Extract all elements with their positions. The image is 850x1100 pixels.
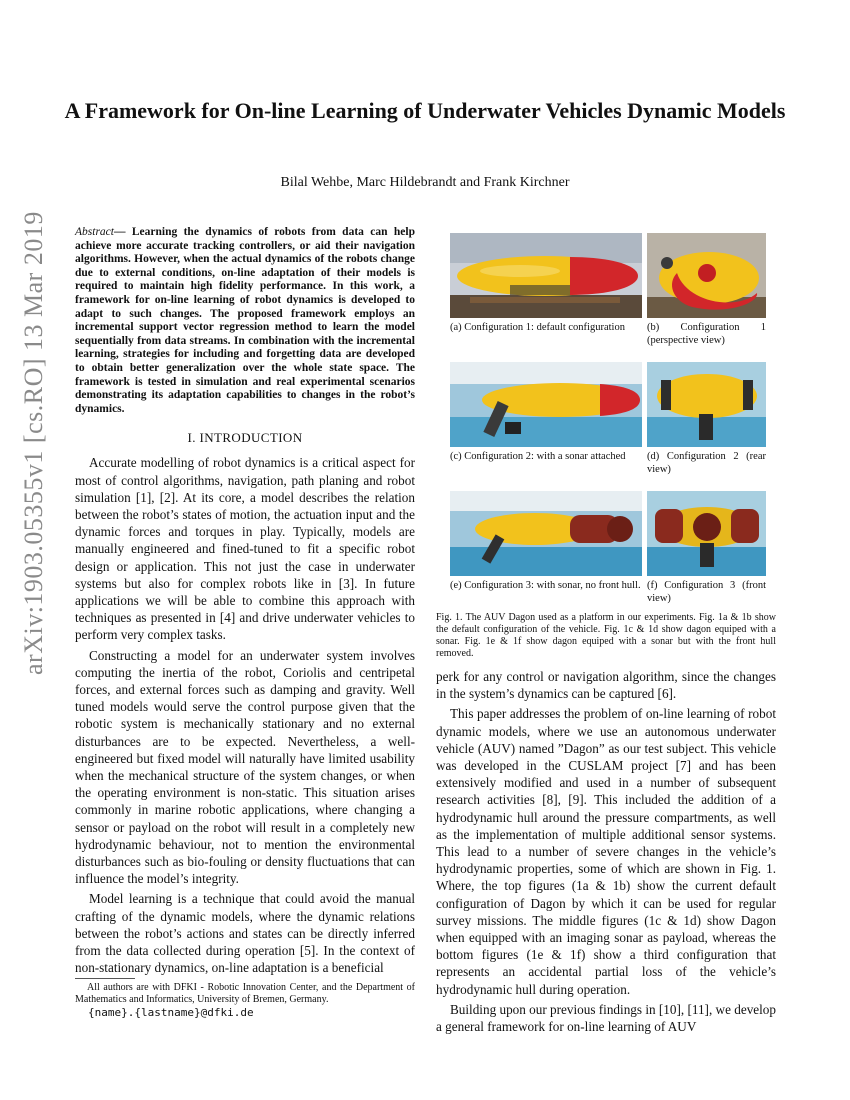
left-column	[75, 226, 415, 976]
abstract-text: — Learning the dynamics of robots from data can help achieve more accurate tracking controllers, or aid their navigation algorithms. However, when the actual dynamics of the robots change due to external conditions, on-line adaptation of their models is required to maintain high fidelity performance. In this work, a framework for on-line learning of robot dynamics is developed to adapt to such changes. The proposed framework employs an incremental support vector regression method to learn the model sequentially from data streams. In combination with the incremental learning, strategies for including and forgetting data are developed to obtain better generalization over the whole state space. The framework is tested in simulation and real experimental scenarios demonstrating its adaptation capabilities to changes in the robot’s dynamics.	[75, 226, 415, 415]
paragraph: Accurate modelling of robot dynamics is a critical aspect for most of control algorithms, navigation, path planing and robot simulation [1], [2]. At its core, a model describes the relation between the robot’s states of motion, the actuation input and the dynamic forces and torques in play. Typically, models are manually engineered and fined-tuned to fit a specific robot design or application. This not just the case in underwater systems but also for complex robots like in [3]. In future applications we will be able to combine this approach with techniques as presented in [4] and drive underwater vehicles to perform very complex tasks.	[75, 455, 415, 643]
abstract	[75, 226, 415, 416]
subfigure-f-caption: (f) Configuration 3 (front view)	[647, 580, 766, 604]
subfigure-f-image	[647, 491, 766, 576]
footnote-email: {name}.{lastname}@dfki.de	[88, 1006, 254, 1019]
subfigure-c-image	[450, 362, 642, 447]
subfigure-d-image	[647, 362, 766, 447]
subfigure-b-image	[647, 233, 766, 318]
paragraph: This paper addresses the problem of on-line learning of robot dynamic models, where we use an autonomous underwater vehicle (AUV) named ”Dagon” as our test subject. This vehicle was developed in the CUSLAM project [7] and has been extensively modified and used in a number of subsequent research activities [8], [9]. This included the addition of a hydrodynamic hull around the pressure compartments, as well as the implementation of multiple additional sensor systems. This lead to a number of severe changes in the vehicle’s hydrodynamic properties, some of which are shown in Fig. 1. Where, the top figures (1a & 1b) show the current default configuration of Dagon by which it can be used for regular survey missions. The middle figures (1c & 1d) show Dagon when equipped with an imaging sonar as payload, whereas the bottom figures (1e & 1f) show a third configuration that represents an accidental partial loss of the vehicle’s hydrodynamic hull during operation.	[436, 706, 776, 997]
paragraph: Model learning is a technique that could avoid the manual crafting of the dynamic models, where the dynamic relations between the robot’s actions and states can be directly inferred from the data collected during operation [5]. In the context of non-stationary dynamics, on-line adaptation is a beneficial	[75, 891, 415, 976]
subfigure-e-image	[450, 491, 642, 576]
abstract-label: Abstract	[75, 226, 114, 238]
subfigure-c-caption: (c) Configuration 2: with a sonar attached	[450, 451, 626, 462]
figure-1-caption: Fig. 1. The AUV Dagon used as a platform in our experiments. Fig. 1a & 1b show the default configuration of the vehicle. Fig. 1c & 1d show dagon equiped with a sonar. Fig. 1e & 1f show dagon equiped with a sonar but with the front hull removed.	[436, 612, 776, 659]
paragraph: perk for any control or navigation algorithm, since the changes in the system’s dynamics can be captured [6].	[436, 669, 776, 702]
section-title-introduction: I. INTRODUCTION	[187, 430, 303, 446]
paper-title: A Framework for On-line Learning of Underwater Vehicles Dynamic Models	[64, 98, 786, 123]
paragraph: Building upon our previous findings in [10], [11], we develop a general framework for on-line learning of AUV	[436, 1001, 776, 1035]
paper-authors: Bilal Wehbe, Marc Hildebrandt and Frank Kirchner	[280, 175, 570, 190]
footnote: All authors are with DFKI - Robotic Innovation Center, and the Department of Mathematics and Informatics, University of Bremen, Germany.	[75, 982, 415, 1005]
subfigure-a-image	[450, 233, 642, 318]
subfigure-e-caption: (e) Configuration 3: with sonar, no front hull.	[450, 580, 641, 591]
paragraph: Constructing a model for an underwater system involves computing the inertia of the robot, Coriolis and centripetal forces, and external forces such as damping and gravity. Well tuned models would serve the control purpose given that the robotic system is mechanically stationary and no external disturbances are to be expected. Nevertheless, a well-engineered but fixed model will naturally have limited usability when the mechanical structure of the system changes, or when the operating environment is non-static. This situation arises commonly in marine robotic applications, where changing a sensor or payload on the robot will result in a completely new hydrodynamic behaviour, not to mention the environmental disturbances such as bio-fouling or density fluctuations that can influence the model’s integrity.	[75, 647, 415, 887]
subfigure-d-caption: (d) Configuration 2 (rear view)	[647, 451, 766, 475]
arxiv-identifier: arXiv:1903.05355v1 [cs.RO] 13 Mar 2019	[19, 211, 48, 675]
subfigure-a-caption: (a) Configuration 1: default configuration	[450, 322, 625, 333]
right-column	[436, 668, 776, 1035]
subfigure-b-caption: (b) Configuration 1 (perspective view)	[647, 322, 766, 346]
footnote-rule	[75, 978, 135, 979]
